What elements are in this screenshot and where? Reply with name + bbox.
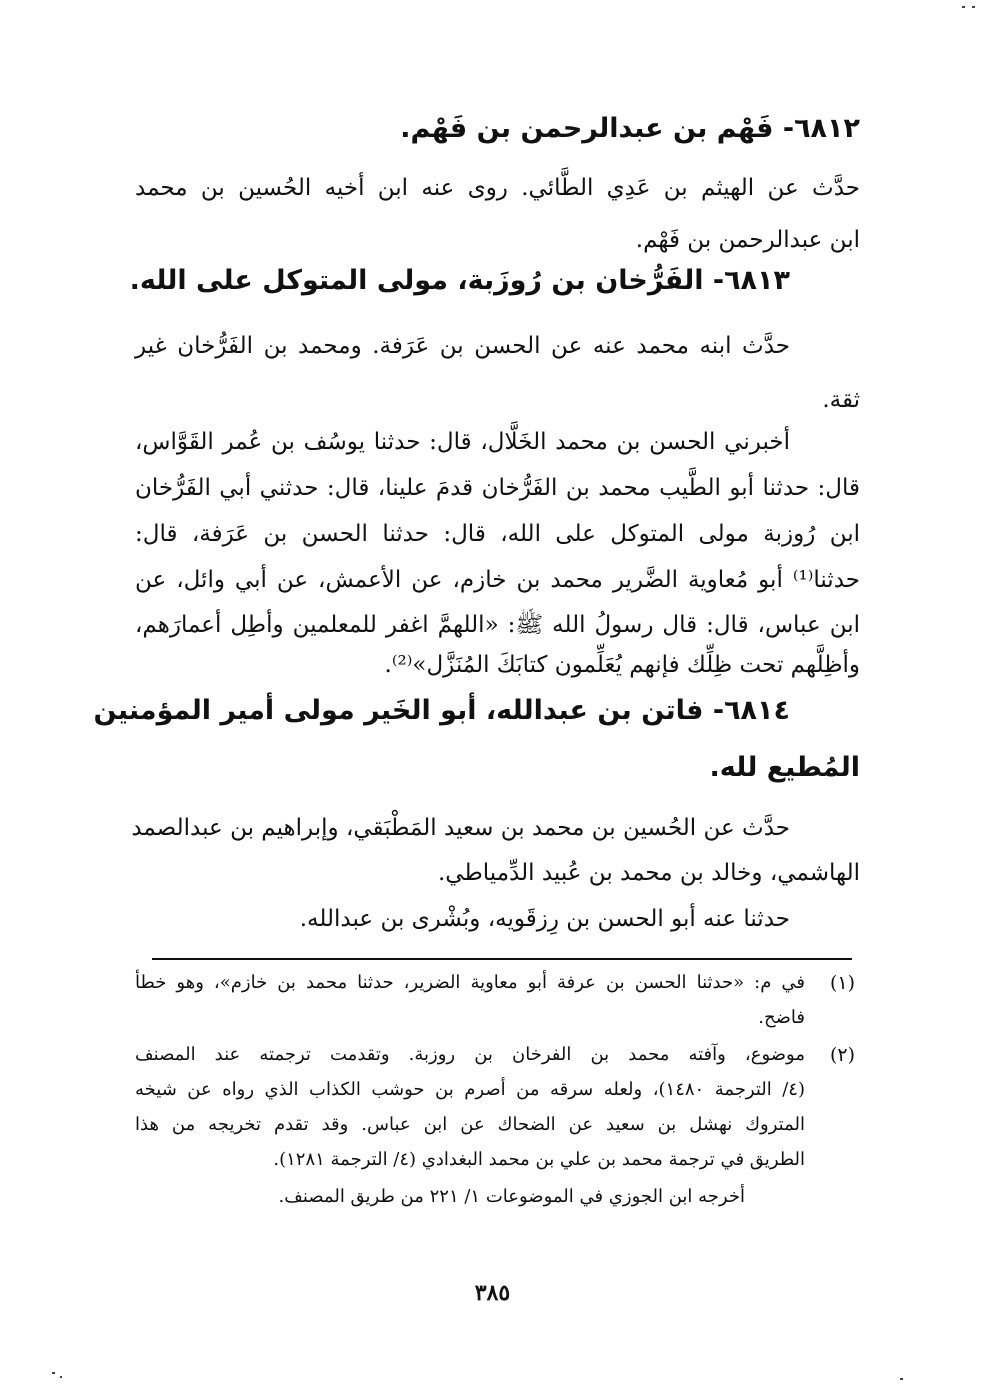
entry-text-line: حدَّث ابنه محمد عنه عن الحسن بن عَرَفة. ومحمد بن الفَرُّخان غير [135, 333, 790, 359]
entry-text-line: ابن عبدالرحمن بن فَهْم. [635, 227, 860, 253]
page-number: ٣٨٥ [474, 1280, 511, 1306]
footnote-line: موضوع، وآفته محمد بن الفرخان بن روزبة. وتقدمت ترجمته عند المصنف [135, 1044, 805, 1065]
footnote-line: فاضح. [758, 1007, 805, 1028]
footnote-line: (٤/ الترجمة ١٤٨٠)، ولعله سرقه من أصرم بن حوشب الكذاب الذي رواه عن شيخه [135, 1079, 805, 1100]
scan-speck [52, 1372, 55, 1374]
footnote-separator [152, 958, 852, 960]
entry-heading-6813: ٦٨١٣- الفَرُّخان بن رُوزَبة، مولى المتوكل على الله. [129, 265, 790, 296]
entry-text-line: وأظِلَّهم تحت ظِلِّك فإنهم يُعَلِّمون كتابَكَ المُنَزَّل»⁽²⁾. [384, 652, 860, 678]
entry-text-line: ابن عباس، قال: قال رسولُ الله ﷺ: «اللهمَّ اغفر للمعلمين وأطِل أعمارَهم، [135, 612, 860, 638]
footnote-number: (١) [829, 972, 855, 994]
entry-heading-6814: ٦٨١٤- فاتن بن عبدالله، أبو الخَير مولى أمير المؤمنين [93, 695, 790, 726]
entry-text-line: ابن رُوزبة مولى المتوكل على الله، قال: حدثنا الحسن بن عَرَفة، قال: [135, 521, 860, 547]
scan-speck [972, 6, 975, 8]
footnote-line: في م: «حدثنا الحسن بن عرفة أبو معاوية الضرير، حدثنا محمد بن خازم»، وهو خطأ [135, 972, 805, 993]
scan-speck [962, 6, 965, 8]
entry-text-line: قال: حدثنا أبو الطَّيب محمد بن الفَرُّخان قدمَ علينا، قال: حدثني أبي الفَرُّخان [135, 475, 860, 501]
entry-heading-6812: ٦٨١٢- فَهْم بن عبدالرحمن بن فَهْم. [400, 113, 860, 144]
footnote-line: المتروك نهشل بن سعيد عن الضحاك عن ابن عباس. وقد تقدم تخريجه من هذا [135, 1114, 805, 1135]
scan-speck [900, 1378, 903, 1380]
entry-text-line: حدَّث عن الهيثم بن عَدِي الطَّائي. روى عنه ابن أخيه الحُسين بن محمد [135, 175, 860, 201]
scan-speck [60, 1376, 62, 1378]
entry-text-line: حدَّث عن الحُسين بن محمد بن سعيد المَطْبَقي، وإبراهيم بن عبدالصمد [131, 815, 790, 841]
entry-heading-6814-cont: المُطيع لله. [709, 752, 860, 783]
entry-text-line: أخبرني الحسن بن محمد الخَلَّال، قال: حدثنا يوسُف بن عُمر القَوَّاس، [135, 429, 790, 455]
entry-text-line: ثقة. [822, 387, 860, 413]
entry-text-line: حدثنا⁽¹⁾ أبو مُعاوية الضَّرير محمد بن خازم، عن الأعمش، عن أبي وائل، عن [135, 567, 860, 593]
footnote-line: الطريق في ترجمة محمد بن علي بن محمد البغدادي (٤/ الترجمة ١٢٨١). [273, 1149, 805, 1170]
footnote-line: أخرجه ابن الجوزي في الموضوعات ١/ ٢٢١ من طريق المصنف. [278, 1186, 745, 1207]
entry-text-line: حدثنا عنه أبو الحسن بن رِزقَويه، وبُشْرى بن عبدالله. [299, 906, 790, 932]
footnote-number: (٢) [829, 1044, 855, 1066]
entry-text-line: الهاشمي، وخالد بن محمد بن عُبيد الدِّمياطي. [437, 860, 860, 886]
